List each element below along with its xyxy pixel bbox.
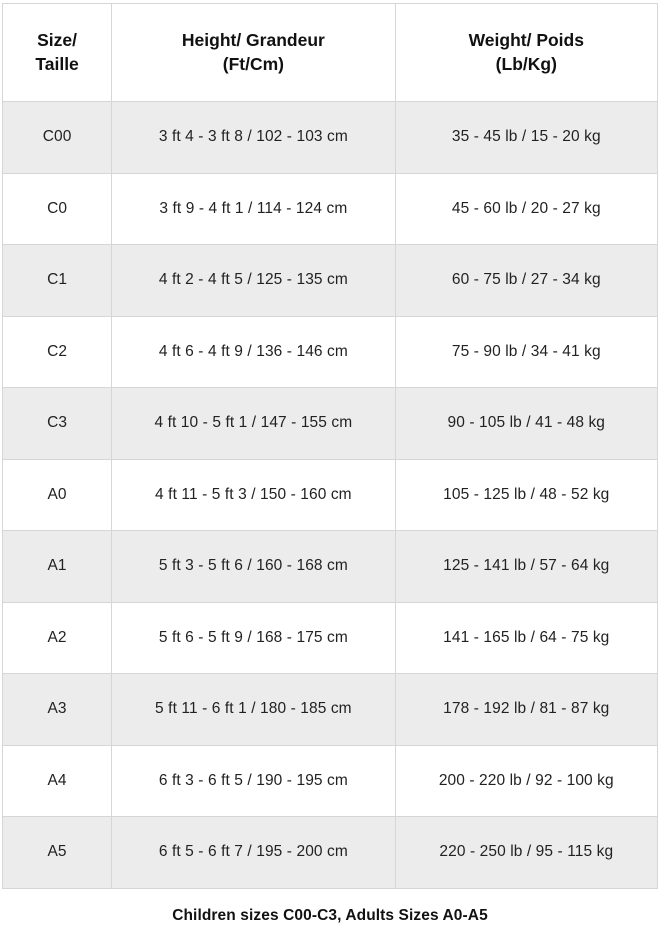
cell-height: 3 ft 4 - 3 ft 8 / 102 - 103 cm bbox=[112, 102, 395, 174]
column-header-height-line1: Height/ Grandeur bbox=[181, 29, 325, 50]
cell-weight: 200 - 220 lb / 92 - 100 kg bbox=[395, 745, 657, 817]
cell-size: C1 bbox=[3, 245, 112, 317]
table-row bbox=[3, 745, 658, 817]
cell-height: 4 ft 11 - 5 ft 3 / 150 - 160 cm bbox=[112, 459, 395, 531]
cell-weight: 178 - 192 lb / 81 - 87 kg bbox=[395, 674, 657, 746]
column-header-size bbox=[3, 4, 112, 102]
column-header-size-line1: Size/ bbox=[37, 29, 78, 50]
cell-height: 5 ft 6 - 5 ft 9 / 168 - 175 cm bbox=[112, 602, 395, 674]
table-row bbox=[3, 388, 658, 460]
cell-size: A1 bbox=[3, 531, 112, 603]
table-row bbox=[3, 674, 658, 746]
cell-size: A5 bbox=[3, 817, 112, 889]
column-header-height-line2: (Ft/Cm) bbox=[222, 53, 284, 74]
column-header-weight-line2: (Lb/Kg) bbox=[495, 53, 557, 74]
table-row bbox=[3, 245, 658, 317]
column-header-weight-line1: Weight/ Poids bbox=[468, 29, 584, 50]
cell-weight: 60 - 75 lb / 27 - 34 kg bbox=[395, 245, 657, 317]
size-chart-table bbox=[2, 3, 658, 889]
table-row bbox=[3, 817, 658, 889]
table-body bbox=[3, 102, 658, 889]
cell-weight: 35 - 45 lb / 15 - 20 kg bbox=[395, 102, 657, 174]
chart-footnote: Children sizes C00-C3, Adults Sizes A0-A5 bbox=[172, 906, 488, 924]
cell-size: C0 bbox=[3, 173, 112, 245]
cell-weight: 105 - 125 lb / 48 - 52 kg bbox=[395, 459, 657, 531]
cell-weight: 45 - 60 lb / 20 - 27 kg bbox=[395, 173, 657, 245]
cell-weight: 75 - 90 lb / 34 - 41 kg bbox=[395, 316, 657, 388]
cell-height: 3 ft 9 - 4 ft 1 / 114 - 124 cm bbox=[112, 173, 395, 245]
table-row bbox=[3, 459, 658, 531]
cell-size: C00 bbox=[3, 102, 112, 174]
column-header-weight bbox=[395, 4, 657, 102]
cell-height: 5 ft 3 - 5 ft 6 / 160 - 168 cm bbox=[112, 531, 395, 603]
table-row bbox=[3, 602, 658, 674]
column-header-height bbox=[112, 4, 395, 102]
cell-size: C3 bbox=[3, 388, 112, 460]
cell-height: 6 ft 3 - 6 ft 5 / 190 - 195 cm bbox=[112, 745, 395, 817]
cell-weight: 90 - 105 lb / 41 - 48 kg bbox=[395, 388, 657, 460]
table-row bbox=[3, 173, 658, 245]
cell-size: C2 bbox=[3, 316, 112, 388]
header-row bbox=[3, 4, 658, 102]
cell-size: A0 bbox=[3, 459, 112, 531]
table-header bbox=[3, 4, 658, 102]
cell-size: A3 bbox=[3, 674, 112, 746]
cell-size: A4 bbox=[3, 745, 112, 817]
cell-weight: 125 - 141 lb / 57 - 64 kg bbox=[395, 531, 657, 603]
cell-size: A2 bbox=[3, 602, 112, 674]
column-header-size-line2: Taille bbox=[35, 53, 79, 74]
table-row bbox=[3, 102, 658, 174]
cell-weight: 220 - 250 lb / 95 - 115 kg bbox=[395, 817, 657, 889]
cell-height: 4 ft 10 - 5 ft 1 / 147 - 155 cm bbox=[112, 388, 395, 460]
cell-height: 6 ft 5 - 6 ft 7 / 195 - 200 cm bbox=[112, 817, 395, 889]
cell-height: 4 ft 6 - 4 ft 9 / 136 - 146 cm bbox=[112, 316, 395, 388]
cell-height: 5 ft 11 - 6 ft 1 / 180 - 185 cm bbox=[112, 674, 395, 746]
cell-weight: 141 - 165 lb / 64 - 75 kg bbox=[395, 602, 657, 674]
cell-height: 4 ft 2 - 4 ft 5 / 125 - 135 cm bbox=[112, 245, 395, 317]
table-row bbox=[3, 531, 658, 603]
table-row bbox=[3, 316, 658, 388]
